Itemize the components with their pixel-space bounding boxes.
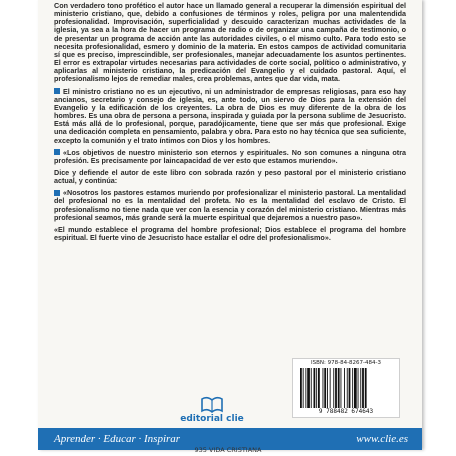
- isbn-barcode-box: [292, 358, 400, 418]
- category-code: 935 VIDA CRISTIANA: [194, 446, 262, 454]
- slogan: Aprender · Educar · Inspirar: [54, 433, 181, 445]
- book-back-cover: [38, 0, 422, 450]
- website-link[interactable]: www.clie.es: [356, 433, 408, 445]
- open-book-logo-icon: [200, 395, 224, 415]
- paragraph-2: Dice y defiende el autor de este libro con sobrada razón y peso pastoral por el ministerio cristiano actual, y continúa:: [54, 167, 406, 186]
- publisher-name: editorial clie: [180, 414, 244, 424]
- quote-2-text: «Los objetivos de nuestro ministerio son eternos y espirituales. No son comunes a ninguna otra profesión. Es precisamente por laincapacidad de ver esto que estamos muriendo».: [54, 147, 406, 165]
- square-bullet-icon: [54, 88, 60, 94]
- quote-2: [54, 149, 406, 165]
- isbn-label: ISBN: 978-84-8267-484-3: [310, 360, 382, 366]
- body-text: [54, 2, 406, 246]
- barcode-icon: [299, 368, 393, 408]
- square-bullet-icon: [54, 149, 60, 155]
- quote-1: [54, 88, 406, 145]
- square-bullet-icon: [54, 190, 60, 196]
- barcode-number: 9 788482 674643: [318, 408, 374, 415]
- paragraph-1: Con verdadero tono profético el autor hace un llamado general a recuperar la dimensión espiritual del ministerio cristiano, que, debido a confusiones de términos y roles, peligra por una malentendida profesionalidad. Improvisación, superficialidad y descuido caracterizan muchas actividades de la iglesia, ya sea a la hora de hacer un programa de radio o de organizar una campaña de testimonio, o de presentar un programa de acción ante las autoridades civiles, o el mismo culto. Para todo esto se necesita profesionalidad, esmero y dominio de la materia. En estos campos de actividad comunitaria sí que es preciso, imprescindible, ser profesionales, manejar adecuadamente los asuntos pertinentes. El error es extrapolar virtudes necesarias para actividades de corte social, político o administrativo, y aplicarlas al ministerio cristiano, la predicación del Evangelio y el cuidado pastoral. Aquí, el profesionalismo lejos de remediar males, crea problemas, antes que dar vida, mata.: [54, 1, 406, 84]
- quote-1-text: El ministro cristiano no es un ejecutivo, ni un administrador de empresas religiosas, para eso hay ancianos, secretario y consejo de iglesia, es, ante todo, un siervo de Dios para la extensión del Evangelio y la edificación de los creyentes. La obra de Dios es muy diferente de la obra de los hombres. Es una obra de persona a persona, inspirada y guiada por la persona sublime de Jesucristo. Está más allá de lo profesional, porque, paradójicamente, tiene que ser más que profesional. Exige una dedicación completa en pensamiento, palabra y obra. Para esto no hay técnica que sea suficiente, excepto la comunión y el trato íntimos con Dios y los hombres.: [54, 86, 406, 145]
- quote-3: [54, 189, 406, 222]
- paragraph-3: «El mundo establece el programa del hombre profesional; Dios establece el programa del hombre espiritual. El fuerte vino de Jesucristo hace estallar el odre del profesionalismo».: [54, 224, 406, 243]
- quote-3-text: «Nosotros los pastores estamos muriendo por profesionalizar el ministerio pastoral. La mentalidad del profesional no es la mentalidad del profeta. No es la mentalidad del esclavo de Cristo. El profesionalismo no tiene nada que ver con la esencia y corazón del ministerio cristiano. Mientras más profesional seamos, más grande será la muerte espiritual que dejaremos a nuestro paso».: [54, 188, 406, 222]
